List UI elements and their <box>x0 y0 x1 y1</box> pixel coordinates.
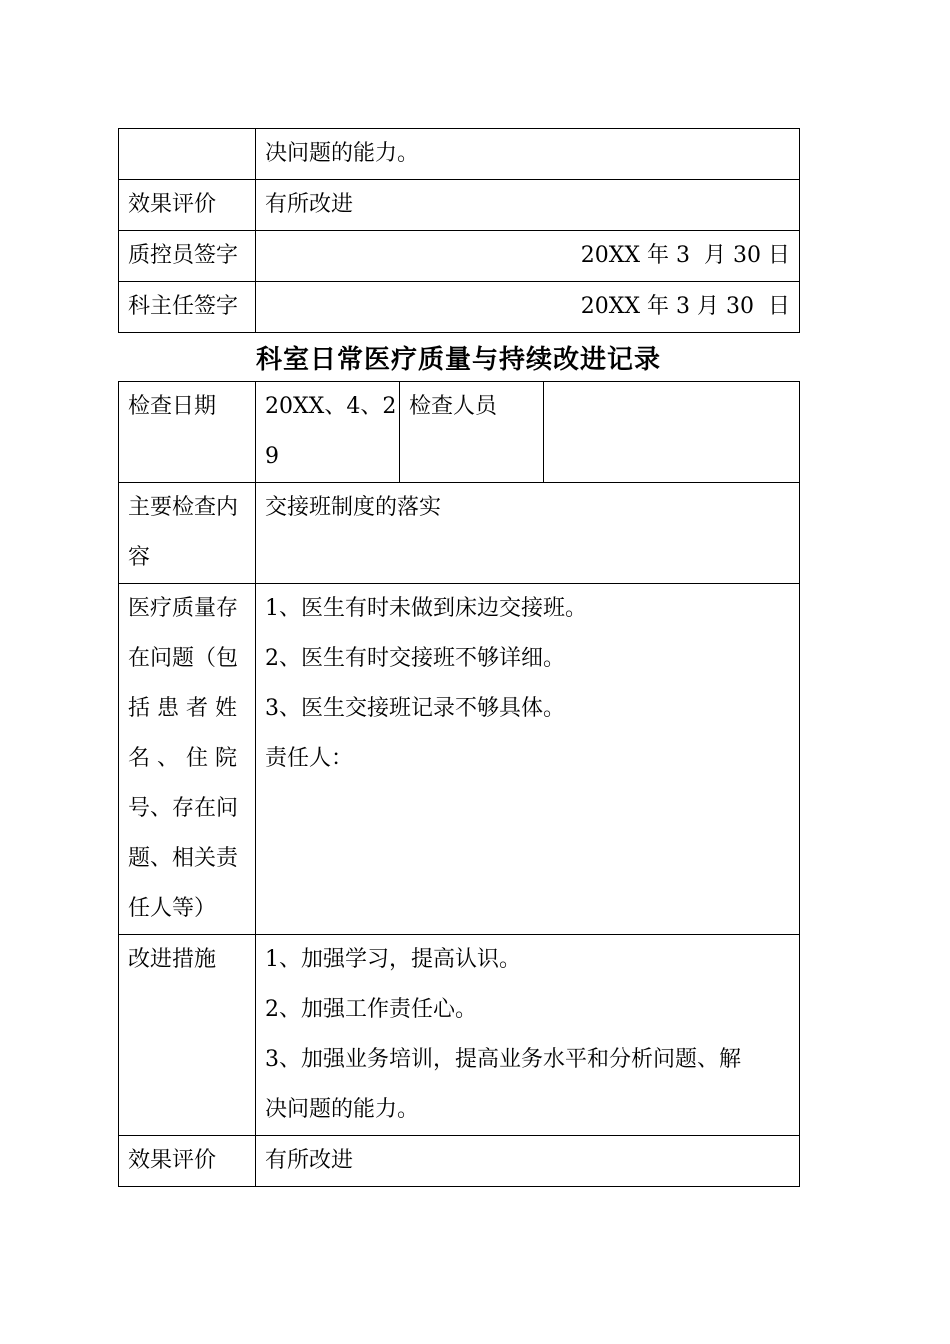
measure-line: 1、加强学习，提高认识。 <box>265 947 521 972</box>
qc-signature-date: 20XX 年 3 月 30 日 <box>256 231 800 282</box>
label-line: 括 患 者 姓 <box>128 696 237 721</box>
check-date-line: 9 <box>265 444 279 469</box>
measures-continued-text: 决问题的能力。 <box>256 129 800 180</box>
label-line: 名 、 住 院 <box>128 746 237 771</box>
problems-label <box>119 584 256 935</box>
table-row <box>119 1136 800 1187</box>
problem-line: 3、医生交接班记录不够具体。 <box>265 696 565 721</box>
label-line: 任人等） <box>128 896 217 921</box>
table-row <box>119 129 800 180</box>
label-line: 在问题（包 <box>128 646 239 671</box>
problem-line: 2、医生有时交接班不够详细。 <box>265 646 565 671</box>
evaluation-label: 效果评价 <box>119 1136 256 1187</box>
inspector-label: 检查人员 <box>400 382 544 483</box>
evaluation-value: 有所改进 <box>256 1136 800 1187</box>
check-date-value <box>256 382 400 483</box>
measure-line: 决问题的能力。 <box>265 1097 420 1122</box>
measure-line: 3、加强业务培训，提高业务水平和分析问题、解 <box>265 1047 741 1072</box>
quality-record-table <box>118 381 800 1187</box>
table-row <box>119 935 800 1136</box>
row-label <box>119 129 256 180</box>
table-row <box>119 231 800 282</box>
main-content-value: 交接班制度的落实 <box>256 483 800 584</box>
record-table-continued <box>118 128 800 333</box>
measures-value <box>256 935 800 1136</box>
director-signature-date: 20XX 年 3 月 30 日 <box>256 282 800 333</box>
table-row <box>119 483 800 584</box>
evaluation-label: 效果评价 <box>119 180 256 231</box>
label-line: 题、相关责 <box>128 846 239 871</box>
table-row <box>119 282 800 333</box>
label-line: 号、存在问 <box>128 796 239 821</box>
label-line: 容 <box>128 545 151 570</box>
table-row <box>119 382 800 483</box>
problem-line: 1、医生有时未做到床边交接班。 <box>265 596 587 621</box>
director-signature-label: 科主任签字 <box>119 282 256 333</box>
main-content-label <box>119 483 256 584</box>
evaluation-value: 有所改进 <box>256 180 800 231</box>
check-date-label: 检查日期 <box>119 382 256 483</box>
measures-label: 改进措施 <box>119 935 256 1136</box>
check-date-line: 20XX、4、2 <box>265 394 397 419</box>
qc-signature-label: 质控员签字 <box>119 231 256 282</box>
label-line: 主要检查内 <box>128 495 239 520</box>
table-row <box>119 584 800 935</box>
inspector-value <box>544 382 800 483</box>
measure-line: 2、加强工作责任心。 <box>265 997 477 1022</box>
document-title: 科室日常医疗质量与持续改进记录 <box>255 345 661 375</box>
problems-value <box>256 584 800 935</box>
table-row <box>119 180 800 231</box>
responsible-person-line: 责任人： <box>265 746 354 771</box>
label-line: 医疗质量存 <box>128 596 239 621</box>
